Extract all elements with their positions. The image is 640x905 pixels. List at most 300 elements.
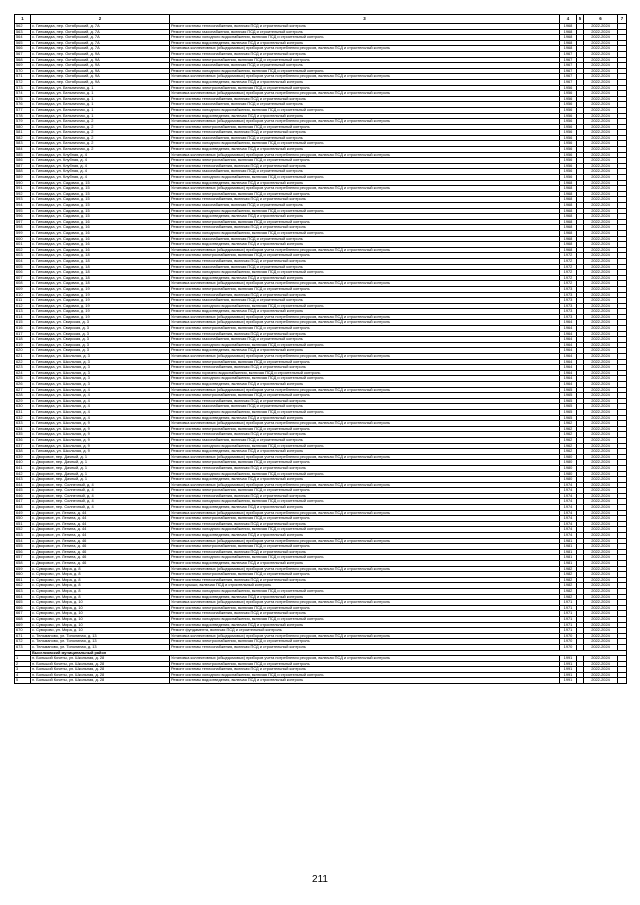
row-number: 651	[15, 521, 31, 527]
address-cell: с. Гинкавдза, ул. Бельничная, д. 1	[31, 91, 170, 97]
year-cell: 1968	[560, 46, 577, 52]
period-cell: 2022-2024	[584, 555, 618, 561]
work-type-cell: Установка коллективных (общедомовых) приборов учета потребления ресурсов, включая ПСД и строительный контроль	[170, 186, 560, 192]
period-cell: 2022-2024	[584, 622, 618, 628]
row-number: 599	[15, 230, 31, 236]
row-number: 610	[15, 292, 31, 298]
address-cell: с. Гинкавдза, ул. Садовая, д. 18	[31, 264, 170, 270]
period-cell: 2022-2024	[584, 175, 618, 181]
address-cell: с. Гинкавдза, ул. Садовая, д. 15	[31, 214, 170, 220]
address-cell: с. Гинкавдза, ул. Садовая, д. 16	[31, 242, 170, 248]
row-number: 629	[15, 398, 31, 404]
period-cell: 2022-2024	[584, 314, 618, 320]
work-type-cell: Ремонт системы электроснабжения, включая ПСД и строительный контроль	[170, 639, 560, 645]
work-type-cell: Ремонт крыши, включая ПСД и строительный контроль	[170, 583, 560, 589]
period-cell: 2022-2024	[584, 387, 618, 393]
row-number: 646	[15, 493, 31, 499]
work-type-cell: Ремонт системы холодного водоснабжения, включая ПСД и строительный контроль	[170, 141, 560, 147]
work-type-cell: Ремонт системы газоснабжения, включая ПСД и строительный контроль	[170, 298, 560, 304]
work-type-cell: Ремонт системы газоснабжения, включая ПСД и строительный контроль	[170, 63, 560, 69]
period-cell: 2022-2024	[584, 342, 618, 348]
period-cell: 2022-2024	[584, 292, 618, 298]
row-number: 623	[15, 365, 31, 371]
work-type-cell: Ремонт системы холодного водоснабжения, включая ПСД и строительный контроль	[170, 616, 560, 622]
row-number: 661	[15, 577, 31, 583]
work-type-cell: Ремонт системы теплоснабжения, включая ПСД и строительный контроль	[170, 163, 560, 169]
work-type-cell: Установка коллективных (общедомовых) приборов учета потребления ресурсов, включая ПСД и строительный контроль	[170, 600, 560, 606]
work-type-cell: Установка коллективных (общедомовых) приборов учета потребления ресурсов, включая ПСД и строительный контроль	[170, 314, 560, 320]
period-cell: 2022-2024	[584, 611, 618, 617]
row-number: 576	[15, 102, 31, 108]
row-number: 1	[15, 656, 31, 662]
program-rows	[15, 24, 627, 684]
address-cell: с. Суворово, ул. Мира, д. 10	[31, 616, 170, 622]
period-cell: 2022-2024	[584, 147, 618, 153]
row-number: 621	[15, 354, 31, 360]
work-type-cell: Ремонт системы водоотведения, включая ПСД и строительный контроль	[170, 309, 560, 315]
address-cell: с. Дворовое, ул. Ленина, д. 44	[31, 510, 170, 516]
work-type-cell: Ремонт системы водоотведения, включая ПСД и строительный контроль	[170, 214, 560, 220]
address-cell: с. Гинкавдза, ул. Садовая, д. 15	[31, 208, 170, 214]
period-cell: 2022-2024	[584, 538, 618, 544]
period-cell: 2022-2024	[584, 331, 618, 337]
year-cell: 1956	[560, 107, 577, 113]
address-cell: с. Гинкавдза, ул. Бельничная, д. 2	[31, 141, 170, 147]
period-cell: 2022-2024	[584, 63, 618, 69]
year-cell: 1956	[560, 91, 577, 97]
work-type-cell: Ремонт системы газоснабжения, включая ПСД и строительный контроль	[170, 437, 560, 443]
address-cell: с. Гинкавдза, ул. Клубная, д. 4	[31, 163, 170, 169]
row-number: 3	[15, 667, 31, 673]
work-type-cell: Ремонт системы теплоснабжения, включая ПСД и строительный контроль	[170, 225, 560, 231]
address-cell: с. Гинкавдза, пер. Октябрьский, д. 9А	[31, 51, 170, 57]
row-number: 580	[15, 124, 31, 130]
address-cell: с. Гинкавдза, ул. Школьная, д. 3	[31, 382, 170, 388]
address-cell: с. Гинкавдза, ул. Школьная, д. 3	[31, 370, 170, 376]
work-type-cell: Ремонт системы холодного водоснабжения, включая ПСД и строительный контроль	[170, 107, 560, 113]
year-cell: 1956	[560, 96, 577, 102]
work-type-cell: Установка коллективных (общедомовых) приборов учета потребления ресурсов, включая ПСД и строительный контроль	[170, 538, 560, 544]
year-cell: 1962	[560, 426, 577, 432]
year-cell: 1972	[560, 275, 577, 281]
year-cell: 1971	[560, 600, 577, 606]
address-cell: с. Гинкавдза, ул. Садовая, д. 19	[31, 292, 170, 298]
year-cell: 1968	[560, 208, 577, 214]
period-cell: 2022-2024	[584, 493, 618, 499]
period-cell: 2022-2024	[584, 40, 618, 46]
address-cell: с. Дворовое, ул. Ленина, д. 46	[31, 561, 170, 567]
row-number: 577	[15, 107, 31, 113]
period-cell: 2022-2024	[584, 488, 618, 494]
year-cell: 1980	[560, 465, 577, 471]
year-cell: 1956	[560, 113, 577, 119]
row-number: 650	[15, 516, 31, 522]
year-cell: 1968	[560, 35, 577, 41]
work-type-cell: Ремонт системы холодного водоснабжения, включая ПСД и строительный контроль	[170, 230, 560, 236]
year-cell: 1968	[560, 219, 577, 225]
year-cell: 1974	[560, 488, 577, 494]
row-number: 564	[15, 35, 31, 41]
period-cell: 2022-2024	[584, 85, 618, 91]
year-cell: 1968	[560, 191, 577, 197]
year-cell: 1972	[560, 264, 577, 270]
row-number: 597	[15, 219, 31, 225]
year-cell: 1968	[560, 203, 577, 209]
address-cell: с. Гинкавдза, пер. Октябрьский, д. 7А	[31, 46, 170, 52]
year-cell: 1965	[560, 409, 577, 415]
period-cell: 2022-2024	[584, 561, 618, 567]
period-cell: 2022-2024	[584, 471, 618, 477]
work-type-cell: Ремонт системы теплоснабжения, включая ПСД и строительный контроль	[170, 667, 560, 673]
address-cell: с. Гинкавдза, пер. Октябрьский, д. 9А	[31, 79, 170, 85]
row-number: 581	[15, 130, 31, 136]
address-cell: с. Гинкавдза, ул. Бельничная, д. 2	[31, 130, 170, 136]
period-cell: 2022-2024	[584, 79, 618, 85]
year-cell: 1974	[560, 493, 577, 499]
address-cell: с. Суворово, ул. Мира, д. 8	[31, 577, 170, 583]
year-cell: 1974	[560, 505, 577, 511]
address-cell: с. Суворово, ул. Мира, д. 8	[31, 588, 170, 594]
work-type-cell: Установка коллективных (общедомовых) приборов учета потребления ресурсов, включая ПСД и строительный контроль	[170, 152, 560, 158]
row-number: 574	[15, 91, 31, 97]
row-number: 624	[15, 370, 31, 376]
period-cell: 2022-2024	[584, 124, 618, 130]
period-cell: 2022-2024	[584, 197, 618, 203]
period-cell: 2022-2024	[584, 24, 618, 30]
year-cell: 1956	[560, 85, 577, 91]
work-type-cell: Установка коллективных (общедомовых) приборов учета потребления ресурсов, включая ПСД и строительный контроль	[170, 633, 560, 639]
work-type-cell: Ремонт системы электроснабжения, включая ПСД и строительный контроль	[170, 544, 560, 550]
table-row	[15, 678, 627, 684]
row-number: 614	[15, 314, 31, 320]
work-type-cell: Ремонт системы электроснабжения, включая ПСД и строительный контроль	[170, 488, 560, 494]
year-cell: 1973	[560, 314, 577, 320]
work-type-cell: Установка коллективных (общедомовых) приборов учета потребления ресурсов, включая ПСД и строительный контроль	[170, 247, 560, 253]
year-cell: 1964	[560, 348, 577, 354]
address-cell: с. Гинкавдза, ул. Свирская, д. 3	[31, 326, 170, 332]
row-number: 622	[15, 359, 31, 365]
period-cell: 2022-2024	[584, 432, 618, 438]
period-cell: 2022-2024	[584, 130, 618, 136]
work-type-cell: Ремонт системы газоснабжения, включая ПСД и строительный контроль	[170, 203, 560, 209]
col-number: 7	[618, 15, 627, 24]
work-type-cell: Ремонт системы теплоснабжения, включая ПСД и строительный контроль	[170, 432, 560, 438]
year-cell: 1964	[560, 320, 577, 326]
address-cell: с. Дворовое, ул. Ленина, д. 46	[31, 549, 170, 555]
year-cell: 1972	[560, 258, 577, 264]
work-type-cell: Ремонт системы электроснабжения, включая ПСД и строительный контроль	[170, 426, 560, 432]
year-cell: 1964	[560, 359, 577, 365]
period-cell: 2022-2024	[584, 286, 618, 292]
work-type-cell: Ремонт системы холодного водоснабжения, включая ПСД и строительный контроль	[170, 672, 560, 678]
row-number: 566	[15, 46, 31, 52]
address-cell: с. Тельманово, ул. Тополиная, д. 13	[31, 644, 170, 650]
row-number: 648	[15, 505, 31, 511]
address-cell: п. Большой Кочеты, ул. Школьная, д. 28	[31, 678, 170, 684]
row-number: 620	[15, 348, 31, 354]
address-cell: с. Гинкавдза, ул. Школьная, д. 4	[31, 415, 170, 421]
year-cell: 1967	[560, 79, 577, 85]
row-number: 643	[15, 477, 31, 483]
work-type-cell: Ремонт системы водоотведения, включая ПСД и строительный контроль	[170, 242, 560, 248]
address-cell: с. Гинкавдза, ул. Садовая, д. 18	[31, 258, 170, 264]
period-cell: 2022-2024	[584, 533, 618, 539]
address-cell: с. Гинкавдза, ул. Бельничная, д. 2	[31, 147, 170, 153]
address-cell: с. Тельманово, ул. Тополиная, д. 13	[31, 639, 170, 645]
year-cell: 1965	[560, 398, 577, 404]
year-cell: 1991	[560, 667, 577, 673]
period-cell: 2022-2024	[584, 359, 618, 365]
work-type-cell: Установка коллективных (общедомовых) приборов учета потребления ресурсов, включая ПСД и строительный контроль	[170, 119, 560, 125]
address-cell: с. Суворово, ул. Мира, д. 8	[31, 572, 170, 578]
work-type-cell: Ремонт системы холодного водоснабжения, включая ПСД и строительный контроль	[170, 376, 560, 382]
work-type-cell: Ремонт фундамента, включая ПСД и строительный контроль	[170, 628, 560, 634]
period-cell: 2022-2024	[584, 354, 618, 360]
address-cell: с. Гинкавдза, ул. Садовая, д. 18	[31, 253, 170, 259]
period-cell: 2022-2024	[584, 454, 618, 460]
year-cell: 1968	[560, 40, 577, 46]
year-cell: 1981	[560, 561, 577, 567]
address-cell: с. Гинкавдза, пер. Октябрьский, д. 9А	[31, 68, 170, 74]
row-number: 656	[15, 549, 31, 555]
work-type-cell: Ремонт системы теплоснабжения, включая ПСД и строительный контроль	[170, 644, 560, 650]
year-cell: 1973	[560, 286, 577, 292]
row-number: 626	[15, 382, 31, 388]
row-number: 573	[15, 85, 31, 91]
period-cell: 2022-2024	[584, 119, 618, 125]
address-cell: с. Дворовое, ул. Ленина, д. 44	[31, 533, 170, 539]
row-number: 671	[15, 633, 31, 639]
work-type-cell: Ремонт системы холодного водоснабжения, включая ПСД и строительный контроль	[170, 35, 560, 41]
row-number: 649	[15, 510, 31, 516]
address-cell: с. Дворовое, ул. Ленина, д. 46	[31, 555, 170, 561]
work-type-cell: Ремонт системы электроснабжения, включая ПСД и строительный контроль	[170, 359, 560, 365]
row-number: 668	[15, 616, 31, 622]
program-table-sheet	[14, 14, 626, 684]
address-cell: с. Гинкавдза, ул. Садовая, д. 19	[31, 298, 170, 304]
work-type-cell: Ремонт системы водоотведения, включая ПСД и строительный контроль	[170, 533, 560, 539]
row-number: 604	[15, 258, 31, 264]
period-cell: 2022-2024	[584, 566, 618, 572]
row-number: 672	[15, 639, 31, 645]
row-number: 630	[15, 404, 31, 410]
address-cell: с. Гинкавдза, ул. Школьная, д. 9	[31, 432, 170, 438]
row-number: 616	[15, 326, 31, 332]
address-cell: с. Гинкавдза, ул. Свирская, д. 3	[31, 337, 170, 343]
period-cell: 2022-2024	[584, 482, 618, 488]
period-cell: 2022-2024	[584, 616, 618, 622]
work-type-cell: Ремонт системы электроснабжения, включая ПСД и строительный контроль	[170, 516, 560, 522]
work-type-cell: Ремонт системы газоснабжения, включая ПСД и строительный контроль	[170, 236, 560, 242]
work-type-cell: Ремонт системы электроснабжения, включая ПСД и строительный контроль	[170, 124, 560, 130]
year-cell: 1956	[560, 152, 577, 158]
period-cell: 2022-2024	[584, 600, 618, 606]
year-cell: 1982	[560, 583, 577, 589]
work-type-cell: Ремонт системы электроснабжения, включая ПСД и строительный контроль	[170, 253, 560, 259]
work-type-cell: Установка коллективных (общедомовых) приборов учета потребления ресурсов, включая ПСД и строительный контроль	[170, 91, 560, 97]
address-cell: с. Гинкавдза, ул. Клубная, д. 4	[31, 175, 170, 181]
work-type-cell: Ремонт системы холодного водоснабжения, включая ПСД и строительный контроль	[170, 471, 560, 477]
address-cell: с. Дворовое, пер. Солнечный, д. 4	[31, 482, 170, 488]
address-cell: п. Большой Кочеты, ул. Школьная, д. 28	[31, 672, 170, 678]
row-number: 603	[15, 253, 31, 259]
row-number: 667	[15, 611, 31, 617]
address-cell: с. Гинкавдза, ул. Клубная, д. 4	[31, 169, 170, 175]
period-cell: 2022-2024	[584, 583, 618, 589]
row-number: 634	[15, 426, 31, 432]
period-cell: 2022-2024	[584, 499, 618, 505]
row-number: 582	[15, 135, 31, 141]
year-cell: 1981	[560, 549, 577, 555]
row-number: 647	[15, 499, 31, 505]
year-cell: 1980	[560, 454, 577, 460]
address-cell: с. Гинкавдза, ул. Садовая, д. 15	[31, 191, 170, 197]
row-number: 593	[15, 197, 31, 203]
work-type-cell: Ремонт системы водоотведения, включая ПСД и строительный контроль	[170, 113, 560, 119]
work-type-cell: Ремонт системы водоотведения, включая ПСД и строительный контроль	[170, 594, 560, 600]
row-number: 587	[15, 163, 31, 169]
period-cell: 2022-2024	[584, 393, 618, 399]
work-type-cell: Ремонт системы водоотведения, включая ПСД и строительный контроль	[170, 275, 560, 281]
work-type-cell: Установка коллективных (общедомовых) приборов учета потребления ресурсов, включая ПСД и строительный контроль	[170, 656, 560, 662]
year-cell: 1965	[560, 393, 577, 399]
year-cell: 1971	[560, 611, 577, 617]
address-cell: с. Гинкавдза, ул. Садовая, д. 16	[31, 236, 170, 242]
row-number: 664	[15, 594, 31, 600]
year-cell: 1964	[560, 370, 577, 376]
year-cell: 1956	[560, 163, 577, 169]
address-cell: с. Дворовое, ул. Ленина, д. 44	[31, 516, 170, 522]
year-cell: 1970	[560, 639, 577, 645]
address-cell: с. Суворово, ул. Мира, д. 10	[31, 611, 170, 617]
row-number: 601	[15, 242, 31, 248]
address-cell: с. Суворово, ул. Мира, д. 10	[31, 605, 170, 611]
work-type-cell: Ремонт системы электроснабжения, включая ПСД и строительный контроль	[170, 158, 560, 164]
period-cell: 2022-2024	[584, 521, 618, 527]
address-cell: с. Гинкавдза, ул. Садовая, д. 19	[31, 314, 170, 320]
year-cell: 1981	[560, 538, 577, 544]
period-cell: 2022-2024	[584, 572, 618, 578]
period-cell: 2022-2024	[584, 415, 618, 421]
period-cell: 2022-2024	[584, 68, 618, 74]
year-cell: 1981	[560, 555, 577, 561]
work-type-cell: Ремонт системы холодного водоснабжения, включая ПСД и строительный контроль	[170, 303, 560, 309]
work-type-cell: Ремонт системы водоотведения, включая ПСД и строительный контроль	[170, 180, 560, 186]
work-type-cell: Ремонт системы электроснабжения, включая ПСД и строительный контроль	[170, 57, 560, 63]
year-cell: 1973	[560, 309, 577, 315]
row-number: 602	[15, 247, 31, 253]
address-cell: с. Суворово, ул. Мира, д. 8	[31, 594, 170, 600]
year-cell: 1956	[560, 158, 577, 164]
row-number: 568	[15, 57, 31, 63]
period-cell: 2022-2024	[584, 376, 618, 382]
work-type-cell: Ремонт системы холодного водоснабжения, включая ПСД и строительный контроль	[170, 588, 560, 594]
row-number: 619	[15, 342, 31, 348]
work-type-cell: Ремонт системы электроснабжения, включая ПСД и строительный контроль	[170, 326, 560, 332]
year-cell: 1962	[560, 443, 577, 449]
period-cell: 2022-2024	[584, 270, 618, 276]
work-type-cell: Установка коллективных (общедомовых) приборов учета потребления ресурсов, включая ПСД и строительный контроль	[170, 482, 560, 488]
period-cell: 2022-2024	[584, 409, 618, 415]
address-cell: с. Тельманово, ул. Тополиная, д. 13	[31, 633, 170, 639]
work-type-cell: Установка коллективных (общедомовых) приборов учета потребления ресурсов, включая ПСД и строительный контроль	[170, 74, 560, 80]
year-cell: 1974	[560, 521, 577, 527]
year-cell: 1956	[560, 169, 577, 175]
address-cell: с. Дворовое, пер. Дачный, д. 1	[31, 477, 170, 483]
row-number: 636	[15, 437, 31, 443]
work-type-cell: Ремонт системы водоотведения, включая ПСД и строительный контроль	[170, 147, 560, 153]
year-cell: 1982	[560, 588, 577, 594]
work-type-cell: Ремонт системы теплоснабжения, включая ПСД и строительный контроль	[170, 51, 560, 57]
address-cell: с. Гинкавдза, пер. Октябрьский, д. 7А	[31, 35, 170, 41]
work-type-cell: Ремонт системы водоотведения, включая ПСД и строительный контроль	[170, 505, 560, 511]
period-cell: 2022-2024	[584, 219, 618, 225]
row-number: 670	[15, 628, 31, 634]
work-type-cell: Ремонт системы водоотведения, включая ПСД и строительный контроль	[170, 79, 560, 85]
work-type-cell: Ремонт системы теплоснабжения, включая ПСД и строительный контроль	[170, 465, 560, 471]
address-cell: с. Суворово, ул. Мира, д. 10	[31, 622, 170, 628]
work-type-cell: Ремонт системы водоотведения, включая ПСД и строительный контроль	[170, 40, 560, 46]
work-type-cell: Ремонт системы водоотведения, включая ПСД и строительный контроль	[170, 622, 560, 628]
row-number: 658	[15, 561, 31, 567]
period-cell: 2022-2024	[584, 656, 618, 662]
year-cell: 1980	[560, 460, 577, 466]
work-type-cell: Ремонт системы электроснабжения, включая ПСД и строительный контроль	[170, 460, 560, 466]
work-type-cell: Ремонт системы теплоснабжения, включая ПСД и строительный контроль	[170, 521, 560, 527]
work-type-cell: Ремонт системы водоотведения, включая ПСД и строительный контроль	[170, 348, 560, 354]
work-type-cell: Установка коллективных (общедомовых) приборов учета потребления ресурсов, включая ПСД и строительный контроль	[170, 46, 560, 52]
work-type-cell: Ремонт системы теплоснабжения, включая ПСД и строительный контроль	[170, 292, 560, 298]
row-number: 567	[15, 51, 31, 57]
row-number: 562	[15, 24, 31, 30]
row-number: 584	[15, 147, 31, 153]
year-cell: 1968	[560, 197, 577, 203]
work-type-cell: Ремонт системы теплоснабжения, включая ПСД и строительный контроль	[170, 96, 560, 102]
period-cell: 2022-2024	[584, 158, 618, 164]
year-cell: 1956	[560, 141, 577, 147]
row-number: 4	[15, 672, 31, 678]
period-cell: 2022-2024	[584, 348, 618, 354]
row-number: 586	[15, 158, 31, 164]
work-type-cell: Установка коллективных (общедомовых) приборов учета потребления ресурсов, включая ПСД и строительный контроль	[170, 421, 560, 427]
period-cell: 2022-2024	[584, 477, 618, 483]
year-cell: 1956	[560, 102, 577, 108]
row-number: 635	[15, 432, 31, 438]
period-cell: 2022-2024	[584, 186, 618, 192]
address-cell: с. Гинкавдза, ул. Садовая, д. 15	[31, 186, 170, 192]
work-type-cell: Ремонт системы водоотведения, включая ПСД и строительный контроль	[170, 415, 560, 421]
period-cell: 2022-2024	[584, 258, 618, 264]
work-type-cell: Ремонт системы водоотведения, включая ПСД и строительный контроль	[170, 477, 560, 483]
address-cell: с. Гинкавдза, пер. Октябрьский, д. 9А	[31, 57, 170, 63]
year-cell: 1974	[560, 499, 577, 505]
work-type-cell: Установка коллективных (общедомовых) приборов учета потребления ресурсов, включая ПСД и строительный контроль	[170, 387, 560, 393]
year-cell: 1964	[560, 337, 577, 343]
address-cell: с. Дворовое, ул. Ленина, д. 46	[31, 538, 170, 544]
address-cell: с. Гинкавдза, пер. Октябрьский, д. 7А	[31, 24, 170, 30]
year-cell: 1970	[560, 633, 577, 639]
work-type-cell: Ремонт системы холодного водоснабжения, включая ПСД и строительный контроль	[170, 409, 560, 415]
row-number: 660	[15, 572, 31, 578]
period-cell: 2022-2024	[584, 661, 618, 667]
work-type-cell: Ремонт системы теплоснабжения, включая ПСД и строительный контроль	[170, 130, 560, 136]
period-cell: 2022-2024	[584, 180, 618, 186]
col-number: 3	[170, 15, 560, 24]
row-number: 612	[15, 303, 31, 309]
row-number: 611	[15, 298, 31, 304]
year-cell: 1956	[560, 147, 577, 153]
work-type-cell: Ремонт системы теплоснабжения, включая ПСД и строительный контроль	[170, 577, 560, 583]
